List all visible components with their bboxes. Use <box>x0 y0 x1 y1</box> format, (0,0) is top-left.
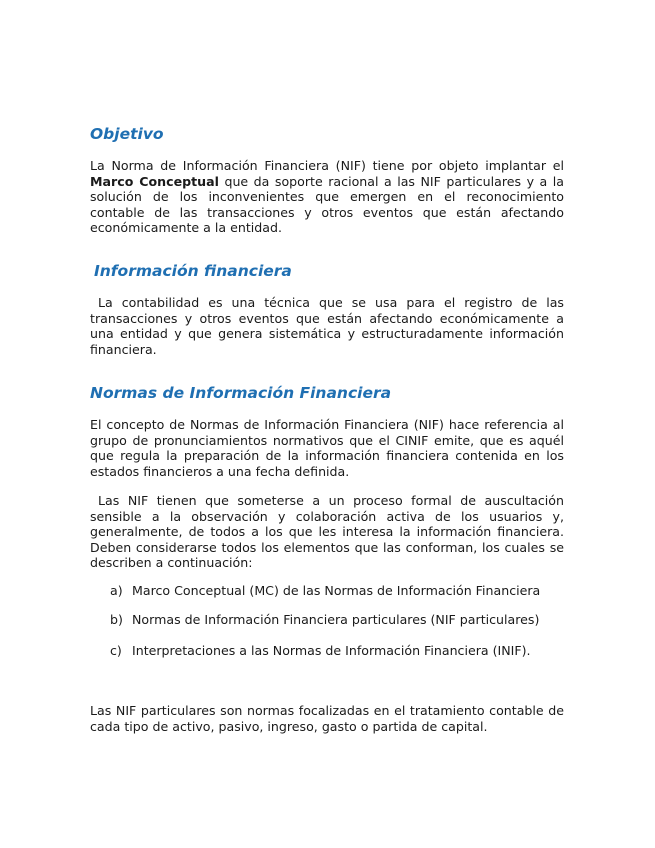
list-item <box>110 583 540 599</box>
list-marker: b) <box>110 612 123 627</box>
heading-informacion-financiera: Información financiera <box>94 262 292 280</box>
list-marker: c) <box>110 643 122 658</box>
heading-normas: Normas de Información Financiera <box>90 384 392 402</box>
paragraph-closing: Las NIF particulares son normas focalizadas en el tratamiento contable de cada tipo de activo, pasivo, ingreso, gasto o partida de capital. <box>90 703 564 734</box>
objetivo-text-after: que da soporte racional a las NIF particulares y a la solución de los inconvenientes que emergen en el reconocimiento contable de las transacciones y otros eventos que están afectando económicamente a la entidad. <box>90 173 564 236</box>
list-marker: a) <box>110 583 123 598</box>
list-item <box>110 643 531 659</box>
paragraph-normas-1: El concepto de Normas de Información Financiera (NIF) hace referencia al grupo de pronunciamientos normativos que el CINIF emite, que es aquél que regula la preparación de la información financiera contenida en los estados financieros a una fecha definida. <box>90 417 564 479</box>
objetivo-text-before: La Norma de Información Financiera (NIF) tiene por objeto implantar el <box>90 158 564 173</box>
paragraph-objetivo <box>90 158 564 236</box>
list-item-text: Normas de Información Financiera particulares (NIF particulares) <box>132 612 540 627</box>
paragraph-informacion-financiera: La contabilidad es una técnica que se usa para el registro de las transacciones y otros eventos que están afectando económicamente a una entidad y que genera sistemática y estructuradamente información financiera. <box>90 295 564 357</box>
list-item-text: Interpretaciones a las Normas de Información Financiera (INIF). <box>132 643 531 658</box>
objetivo-bold-term: Marco Conceptual <box>90 173 219 189</box>
list-item <box>110 612 539 628</box>
list-item-text: Marco Conceptual (MC) de las Normas de Información Financiera <box>132 583 541 598</box>
paragraph-normas-2: Las NIF tienen que someterse a un proceso formal de auscultación sensible a la observación y colaboración activa de los usuarios y, generalmente, de todos a los que les interesa la información financiera. Deben considerarse todos los elementos que las conforman, los cuales se describen a continuación: <box>90 493 564 571</box>
heading-objetivo: Objetivo <box>90 125 164 143</box>
